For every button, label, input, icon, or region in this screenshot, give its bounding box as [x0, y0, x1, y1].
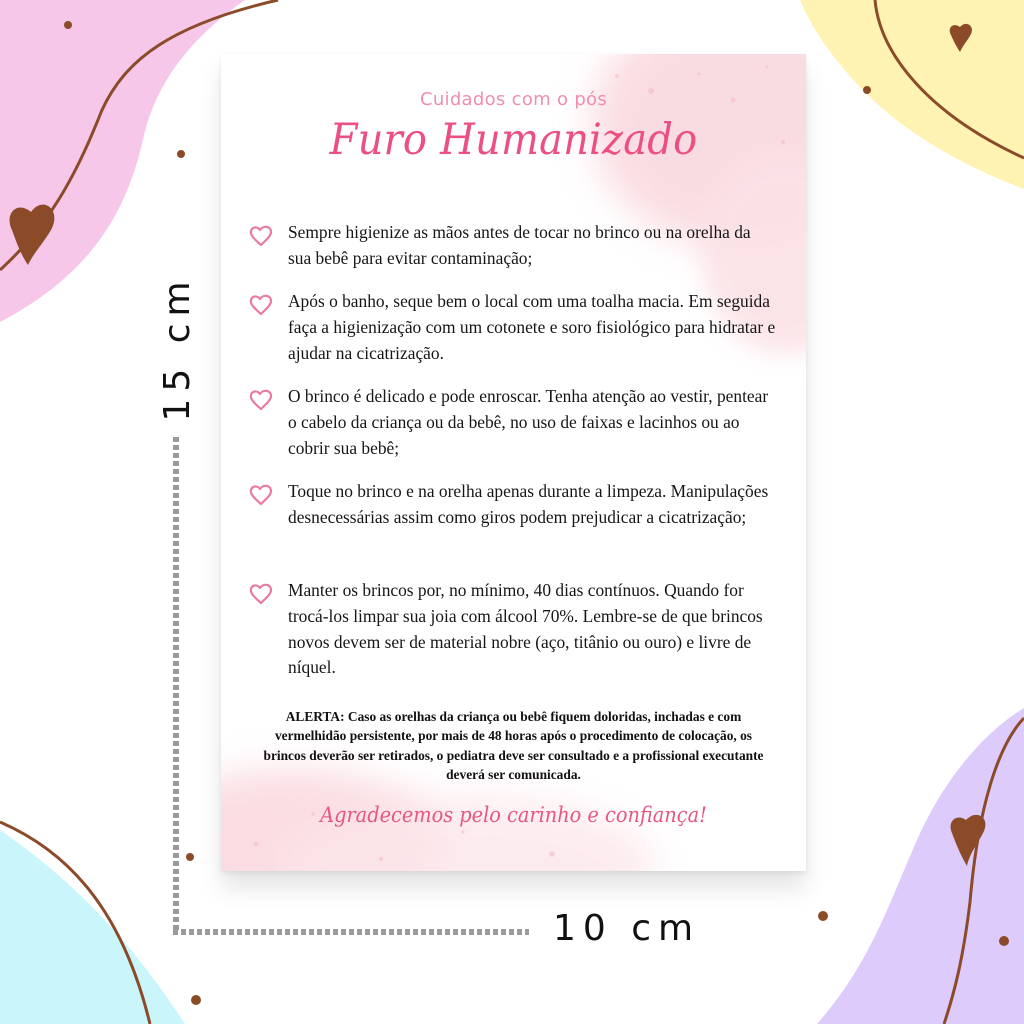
thank-you-note: Agradecemos pelo carinho e confiança! — [320, 803, 707, 827]
purple-blob — [817, 708, 1024, 1024]
brown-dot — [191, 995, 201, 1005]
care-tip-text: O brinco é delicado e pode enroscar. Tenha atenção ao vestir, pentear o cabelo da criança ou da bebê, no uso de faixas e lacinhos ou ao cobrir sua bebê; — [288, 386, 769, 458]
cyan-blob — [0, 830, 185, 1024]
brown-dot — [186, 853, 194, 861]
alert-note: ALERTA: Caso as orelhas da criança ou bebê fiquem doloridas, inchadas e com vermelhidão persistente, por mais de 48 horas após o procedimento de colocação, os brincos deverão ser retirados, o pediatra deve ser consultado e a profissional executante deverá ser comunicada. — [263, 709, 764, 783]
pink-blob — [0, 0, 245, 322]
care-tip-text: Toque no brinco e na orelha apenas durante a limpeza. Manipulações desnecessárias assim como giros podem prejudicar a cicatrização; — [288, 481, 769, 527]
heart-outline-icon — [248, 294, 274, 316]
brown-dot — [818, 911, 828, 921]
width-dimension-line — [173, 929, 529, 935]
height-label: 15 cm — [157, 274, 198, 422]
heart-outline-icon — [248, 484, 274, 506]
splash-dot — [379, 857, 383, 861]
brown-dot — [64, 21, 72, 29]
care-tip-text: Após o banho, seque bem o local com uma toalha macia. Em seguida faça a higienização com um cotonete e soro fisiológico para hidratar e ajudar na cicatrização. — [288, 291, 776, 363]
heart-outline-icon — [248, 225, 274, 247]
brown-dot — [177, 150, 185, 158]
splash-dot — [461, 830, 464, 833]
splash-dot — [697, 72, 700, 75]
width-label: 10 cm — [553, 908, 701, 949]
height-dimension-line — [173, 437, 179, 933]
splash-dot — [549, 851, 555, 857]
brown-dot — [999, 936, 1009, 946]
splash-dot — [765, 65, 768, 68]
splash-dot — [615, 74, 619, 78]
care-card — [221, 54, 806, 871]
card-title: Furo Humanizado — [329, 115, 698, 165]
brown-dot — [863, 86, 871, 94]
care-tip-text: Manter os brincos por, no mínimo, 40 dias contínuos. Quando for trocá-los limpar sua joia com álcool 70%. Lembre-se de que brincos novos devem ser de material nobre (aço, titânio ou ouro) e livre de níquel. — [288, 580, 763, 678]
yellow-blob — [800, 0, 1024, 189]
splash-dot — [254, 842, 259, 847]
card-subtitle: Cuidados com o pós — [419, 89, 608, 110]
heart-outline-icon — [248, 583, 274, 605]
heart-outline-icon — [248, 389, 274, 411]
care-tip-text: Sempre higienize as mãos antes de tocar no brinco ou na orelha da sua bebê para evitar contaminação; — [288, 222, 751, 268]
